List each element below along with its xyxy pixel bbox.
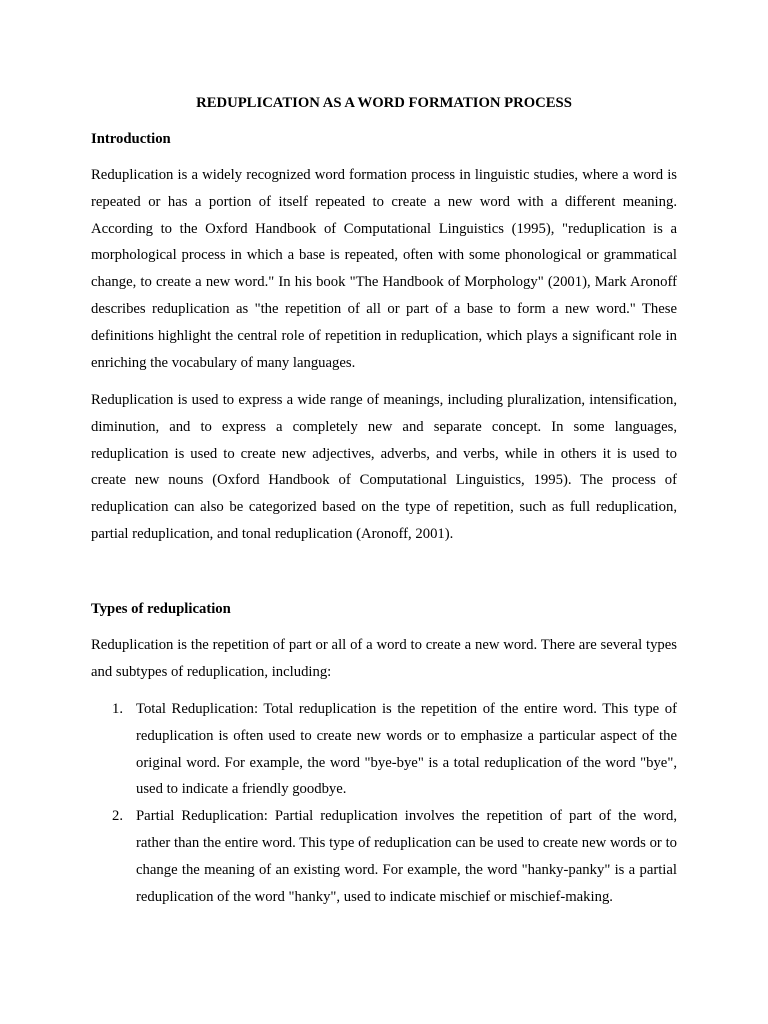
intro-paragraph-2: Reduplication is used to express a wide range of meanings, including pluralization, intensification, diminution, and to express a completely new and separate concept. In some languages, reduplication is used to create new adjectives, adverbs, and verbs, while in others it is used to create new nouns (Oxford Handbook of Computational Linguistics, 1995). The process of reduplication can also be categorized based on the type of repetition, such as full reduplication, partial reduplication, and tonal reduplication (Aronoff, 2001). <box>91 392 677 542</box>
list-item-number: 2. <box>112 808 124 825</box>
list-item-text: Total Reduplication: Total reduplication is the repetition of the entire word. This type of reduplication is often used to create new words or to emphasize a particular aspect of the original word. For example, the word "bye-bye" is a total reduplication of the word "bye", used to indicate a friendly goodbye. <box>136 701 677 798</box>
list-item-text: Partial Reduplication: Partial reduplication involves the repetition of part of the word, rather than the entire word. This type of reduplication can be used to create new words or to change the meaning of an existing word. For example, the word "hanky-panky" is a partial reduplication of the word "hanky", used to indicate mischief or mischief-making. <box>136 808 677 905</box>
section-heading-types: Types of reduplication <box>91 601 231 617</box>
types-paragraph-1: Reduplication is the repetition of part or all of a word to create a new word. There are several types and subtypes of reduplication, including: <box>91 637 677 680</box>
list-item <box>91 803 677 910</box>
intro-paragraph-1: Reduplication is a widely recognized word formation process in linguistic studies, where a word is repeated or has a portion of itself repeated to create a new word with a different meaning. According to the Oxford Handbook of Computational Linguistics (1995), "reduplication is a morphological process in which a base is repeated, often with some phonological or grammatical change, to create a new word." In his book "The Handbook of Morphology" (2001), Mark Aronoff describes reduplication as "the repetition of all or part of a base to form a new word." These definitions highlight the central role of repetition in reduplication, which plays a significant role in enriching the vocabulary of many languages. <box>91 167 677 371</box>
document-title: REDUPLICATION AS A WORD FORMATION PROCESS <box>196 95 572 111</box>
list-item-number: 1. <box>112 701 124 717</box>
list-item <box>91 696 677 803</box>
section-heading-introduction: Introduction <box>91 131 171 147</box>
types-list <box>91 696 677 910</box>
